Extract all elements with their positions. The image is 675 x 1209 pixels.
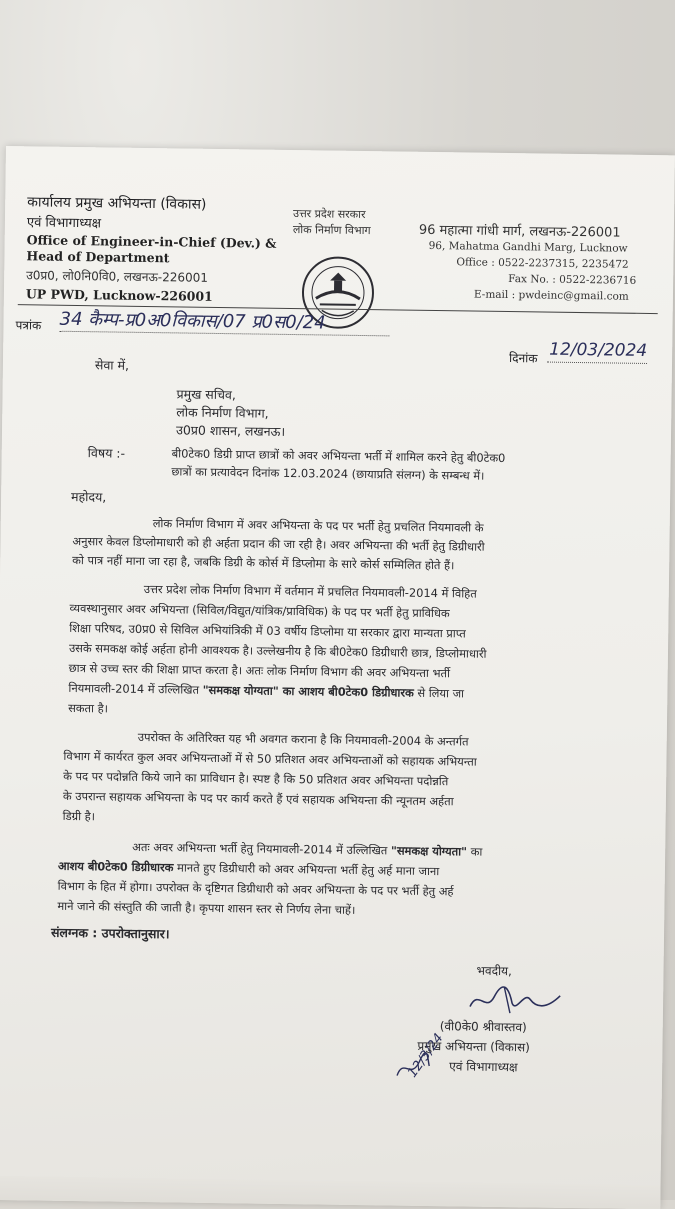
date-label: दिनांक — [508, 351, 538, 366]
office-title-hindi: कार्यालय प्रमुख अभियन्ता (विकास) — [27, 194, 207, 213]
para4-line-1: अतः अवर अभियन्ता भर्ती हेतु नियमावली-2014 में उल्लिखित "समकक्ष योग्यता" का — [132, 839, 483, 859]
para2-line-2: व्यवस्थानुसार अवर अभियन्ता (सिविल/विद्युत/यांत्रिक/प्राविधिक) के पद पर भर्ती हेतु प्राविधिक — [69, 600, 450, 621]
para2-line-1: उत्तर प्रदेश लोक निर्माण विभाग में वर्तमान में प्रचलित नियमावली-2014 में विहित — [143, 581, 477, 601]
address-line-2: लोक निर्माण विभाग, — [176, 404, 269, 421]
address-english: 96, Mahatma Gandhi Marg, Lucknow — [428, 239, 628, 255]
ref-label: पत्रांक — [15, 318, 42, 333]
department-name: लोक निर्माण विभाग — [292, 223, 371, 238]
closing-text: भवदीय, — [476, 963, 513, 979]
para4-line-3: विभाग के हित में होगा। उपरोक्त के दृष्टिगत डिग्रीधारी को अवर अभियन्ता के पद पर भर्ती हेतु अर्ह — [57, 878, 454, 899]
para2-line-7: सकता है। — [68, 700, 109, 716]
date-dotted-line — [547, 362, 647, 364]
enclosure-note: संलग्नक : उपरोक्तानुसार। — [50, 924, 170, 942]
office-address-hindi: उ0प्र0, लो0नि0वि0, लखनऊ-226001 — [26, 268, 209, 285]
subject-line-1: बी0टेक0 डिग्री प्राप्त छात्रों को अवर अभियन्ता भर्ती में शामिल करने हेतु बी0टेक0 — [171, 446, 506, 466]
para1-line-1: लोक निर्माण विभाग में अवर अभियन्ता के पद पर भर्ती हेतु प्रचलित नियमावली के — [152, 516, 484, 535]
para1-line-2: अनुसार केवल डिप्लोमाधारी को ही अर्हता प्रदान की जा रही है। अवर अभियन्ता की भर्ती हेतु डिग्रीधारी — [72, 533, 485, 554]
ref-number: 34 कैम्प-प्र0अ0विकास/07 प्र0स0/24 — [59, 308, 326, 334]
email-address: E-mail : pwdeinc@gmail.com — [473, 288, 629, 303]
para1-line-3: को पात्र नहीं माना जा रहा है, जबकि डिग्री के कोर्स में डिप्लोमा के सारे कोर्स सम्मिलित होते हैं। — [72, 552, 455, 573]
para3-line-1: उपरोक्त के अतिरिक्त यह भी अवगत कराना है कि नियमावली-2004 के अन्तर्गत — [137, 729, 469, 749]
signatory-name: (वी0के0 श्रीवास्तव) — [439, 1019, 527, 1035]
office-phone: Office : 0522-2237315, 2235472 — [456, 256, 629, 271]
address-line-3: उ0प्र0 शासन, लखनऊ। — [175, 422, 286, 439]
page-bottom-shadow — [0, 1176, 661, 1209]
fax-number: Fax No. : 0522-2236716 — [508, 273, 637, 287]
para4-line-4: माने जाने की संस्तुति की जाती है। कृपया शासन स्तर से निर्णय लेना चाहें। — [57, 898, 356, 917]
salutation: महोदय, — [71, 488, 107, 505]
office-address-english: UP PWD, Lucknow-226001 — [25, 286, 213, 304]
address-hindi: 96 महात्मा गांधी मार्ग, लखनऊ-226001 — [418, 222, 621, 241]
para3-line-2: विभाग में कार्यरत कुल अवर अभियन्ताओं में से 50 प्रतिशत अवर अभियन्ताओं को सहायक अभियन्ता — [63, 748, 477, 769]
para2-line-4: उसके समकक्ष कोई अर्हता होनी आवश्यक है। उल्लेखनीय है कि बी0टेक0 डिग्रीधारी छात्र, डिप्लोमाधारी — [68, 640, 487, 661]
para3-line-4: के उपरान्त सहायक अभियन्ता के पद पर कार्य करते हैं एवं सहायक अभियन्ता की न्यूनतम अर्हता — [62, 788, 454, 809]
subject-line-2: छात्रों का प्रत्यावेदन दिनांक 12.03.2024 (छायाप्रति संलग्न) के सम्बन्ध में। — [171, 464, 485, 483]
para2-line-6: नियमावली-2014 में उल्लिखित "समकक्ष योग्यता" का आशय बी0टेक0 डिग्रीधारक से लिया जा — [68, 680, 465, 701]
government-name: उत्तर प्रदेश सरकार — [292, 207, 366, 222]
para4-line-2: आशय बी0टेक0 डिग्रीधारक मानते हुए डिग्रीधारी को अवर अभियन्ता भर्ती हेतु अर्ह माना जाना — [57, 858, 440, 879]
subject-label: विषय :- — [87, 445, 126, 461]
initial-mark-icon — [393, 1051, 433, 1082]
para3-line-3: के पद पर पदोन्नति किये जाने का प्राविधान है। स्पष्ट है कि 50 प्रतिशत अवर अभियन्ता पदोन्नति — [63, 768, 449, 789]
para2-line-3: शिक्षा परिषद, उ0प्र0 से सिविल अभियांत्रिकी में 03 वर्षीय डिप्लोमा या सरकार द्वारा मान्यता प्राप्त — [69, 620, 466, 641]
address-line-1: प्रमुख सचिव, — [176, 386, 236, 403]
office-subtitle-hindi: एवं विभागाध्यक्ष — [26, 215, 102, 232]
address-salutation: सेवा में, — [94, 357, 130, 373]
letter-page — [0, 146, 675, 1209]
signature-icon — [464, 978, 575, 1020]
para3-line-5: डिग्री है। — [62, 808, 96, 824]
signatory-department: एवं विभागाध्यक्ष — [449, 1059, 518, 1075]
office-subtitle-english: Head of Department — [26, 248, 170, 266]
handwritten-date: 12/3/24 — [405, 1031, 447, 1081]
office-title-english: Office of Engineer-in-Chief (Dev.) & — [26, 232, 277, 251]
date-value: 12/03/2024 — [549, 339, 648, 361]
signatory-designation: प्रमुख अभियन्ता (विकास) — [417, 1038, 530, 1055]
para2-line-5: छात्र से उच्च स्तर की शिक्षा प्राप्त करता है। अतः लोक निर्माण विभाग की अवर अभियन्ता भर्ती — [68, 660, 451, 681]
